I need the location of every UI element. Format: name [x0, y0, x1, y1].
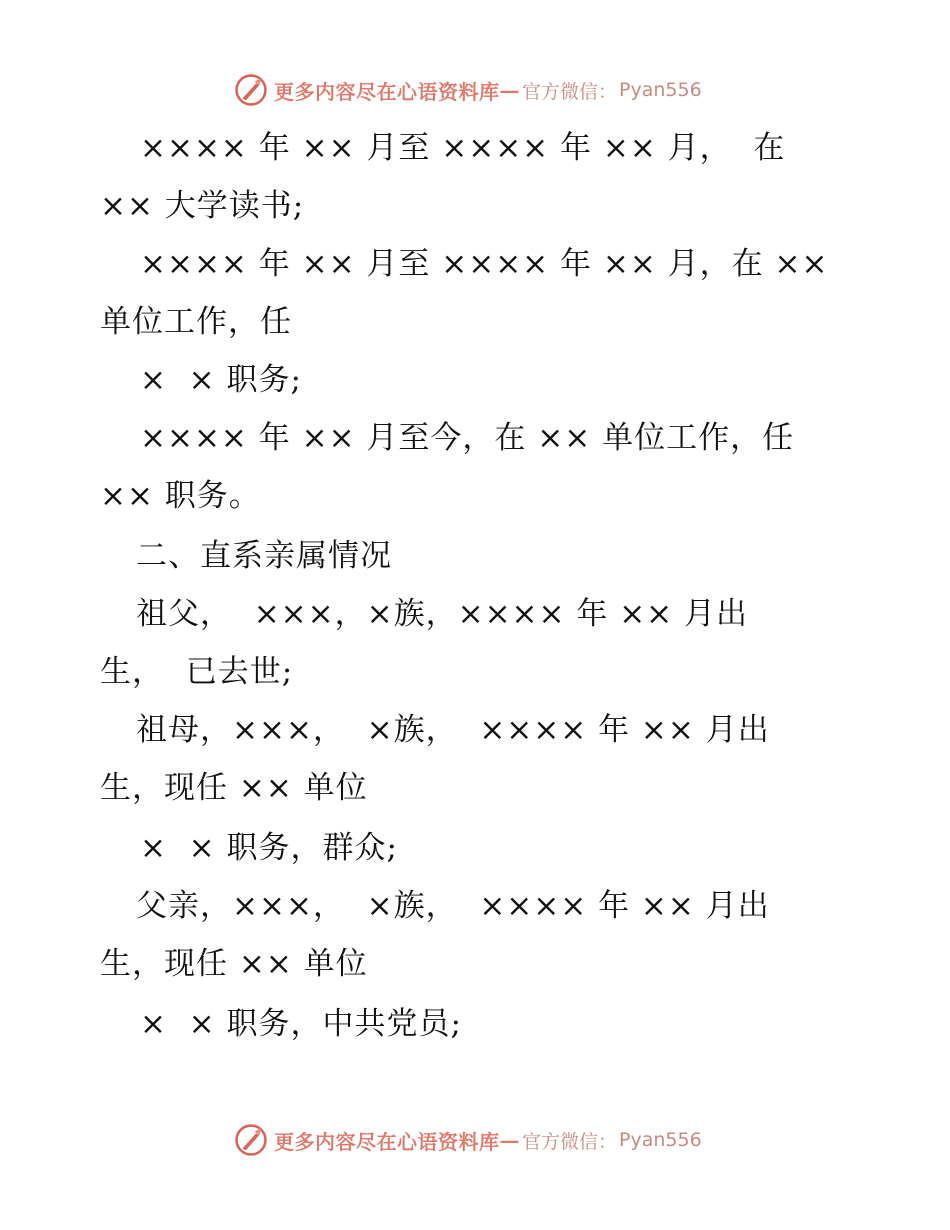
text-line: ×××× 年 ×× 月至今，在 ×× 单位工作，任: [140, 420, 795, 456]
text-line: × × 职务;: [140, 362, 302, 398]
text-line: 生，现任 ×× 单位: [100, 770, 368, 806]
footer-watermark: [234, 1122, 702, 1158]
watermark-dash: —: [499, 1128, 520, 1152]
header-watermark: [234, 72, 702, 108]
text-line: ×× 大学读书;: [100, 188, 305, 224]
text-line: 父亲，×××， ×族， ×××× 年 ×× 月出: [136, 888, 770, 924]
watermark-wechat-id: Pyan556: [619, 1129, 702, 1151]
text-line: × × 职务，中共党员;: [140, 1006, 462, 1042]
watermark-wechat-label: 官方微信：: [522, 80, 618, 103]
text-line: ×× 职务。: [100, 478, 261, 514]
text-line: ×××× 年 ×× 月至 ×××× 年 ×× 月，在 ××: [140, 246, 829, 282]
text-line: 生， 已去世;: [100, 654, 294, 690]
text-line: 生，现任 ×× 单位: [100, 946, 368, 982]
watermark-wechat-id: Pyan556: [619, 79, 702, 101]
text-line: 单位工作，任: [100, 304, 292, 340]
text-line: 祖母，×××， ×族， ×××× 年 ×× 月出: [136, 712, 770, 748]
quill-pen-logo-icon: [234, 1123, 268, 1157]
watermark-text: 更多内容尽在心语资料库: [274, 79, 500, 104]
text-line: × × 职务，群众;: [140, 830, 398, 866]
text-line: 祖父， ×××，×族，×××× 年 ×× 月出: [136, 596, 749, 632]
watermark-text: 更多内容尽在心语资料库: [274, 1129, 500, 1154]
watermark-wechat-label: 官方微信：: [522, 1130, 618, 1153]
quill-pen-logo-icon: [234, 73, 268, 107]
section-heading: 二、直系亲属情况: [136, 538, 392, 574]
watermark-dash: —: [499, 78, 520, 102]
text-line: ×××× 年 ×× 月至 ×××× 年 ×× 月， 在: [140, 130, 786, 166]
